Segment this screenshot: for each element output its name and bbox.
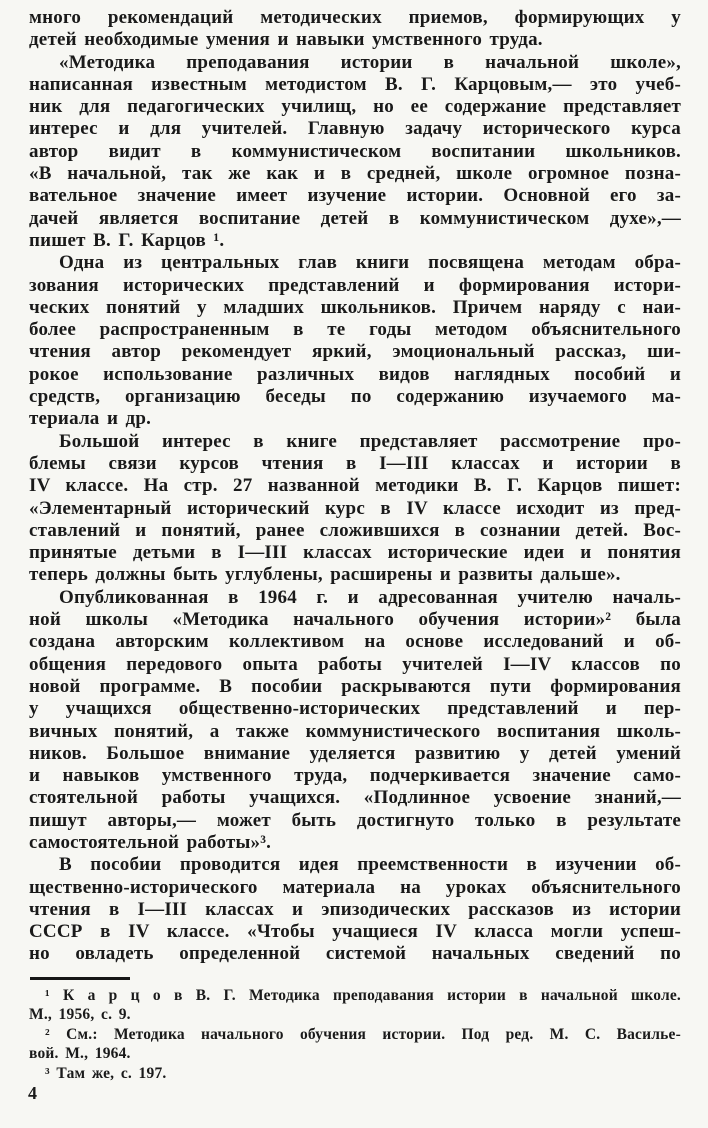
paragraph (29, 252, 681, 430)
text-line: у учащихся общественно-исторических представлений и пер- (29, 698, 681, 720)
text-line: ² См.: Методика начального обучения истории. Под ред. М. С. Василье- (45, 1025, 681, 1043)
text-line: Большой интерес в книге представляет рассмотрение про- (59, 430, 681, 452)
text-line: ник для педагогических училищ, но ее содержание представляет (29, 96, 681, 118)
text-line: вичных понятий, а также коммунистического воспитания школь- (29, 720, 681, 742)
text-line: ческих понятий у младших школьников. Причем наряду с наи- (29, 296, 681, 318)
text-line: «Методика преподавания истории в начальной школе», (59, 51, 681, 73)
text-line: СССР в IV классе. «Чтобы учащиеся IV класса могли успеш- (29, 921, 681, 943)
footnote-separator (30, 977, 130, 980)
text-line: вой. М., 1964. (29, 1045, 131, 1063)
text-line: чтения автор рекомендует яркий, эмоциональный рассказ, ши- (29, 341, 681, 363)
text-line: ников. Большое внимание уделяется развитию у детей умений (29, 742, 681, 764)
text-line: средств, организацию беседы по содержанию изучаемого ма- (29, 386, 681, 408)
text-line: детей необходимые умения и навыки умственного труда. (29, 29, 543, 51)
text-line: «Элементарный исторический курс в IV классе исходит из пред- (29, 497, 681, 519)
footnote (29, 1064, 681, 1084)
footnotes (29, 986, 681, 1084)
text-line: самостоятельной работы»³. (29, 831, 272, 853)
text-line: Опубликованная в 1964 г. и адресованная учителю началь- (59, 586, 681, 608)
text-line: стоятельной работы учащихся. «Подлинное усвоение знаний,— (29, 787, 681, 809)
body-text (29, 7, 681, 1083)
text-line: ¹ К а р ц о в В. Г. Методика преподавания истории в начальной школе. (45, 986, 681, 1004)
text-line: вательное значение имеет изучение истории. Основной его за- (29, 185, 681, 207)
text-line: блемы связи курсов чтения в I—III классах и истории в (29, 452, 681, 474)
text-line: принятые детьми в I—III классах исторические идеи и понятия (29, 542, 681, 564)
text-line: дачей является воспитание детей в коммунистическом духе»,— (29, 207, 681, 229)
page-number: 4 (28, 1083, 37, 1103)
text-line: пишет В. Г. Карцов ¹. (29, 229, 225, 251)
text-line: «В начальной, так же как и в средней, школе огромное позна- (29, 163, 681, 185)
text-line: интерес и для учителей. Главную задачу исторического курса (29, 118, 681, 140)
text-line: М., 1956, с. 9. (29, 1006, 131, 1024)
paragraph (29, 431, 681, 587)
paragraphs-container (29, 7, 681, 966)
text-line: и навыков умственного труда, подчеркивается значение само- (29, 765, 681, 787)
text-line: ³ Там же, с. 197. (45, 1064, 167, 1082)
text-line: ставлений и понятий, ранее сложившихся в сознании детей. Вос- (29, 519, 681, 541)
footnote (29, 1025, 681, 1064)
text-line: чтения в I—III классах и эпизодических рассказов из истории (29, 898, 681, 920)
text-line: IV классе. На стр. 27 названной методики В. Г. Карцов пишет: (29, 475, 681, 497)
text-line: новой программе. В пособии раскрываются пути формирования (29, 675, 681, 697)
text-line: написанная известным методистом В. Г. Карцовым,— это учеб- (29, 73, 681, 95)
text-line: общения передового опыта работы учителей I—IV классов по (29, 653, 681, 675)
text-line: В пособии проводится идея преемственности в изучении об- (59, 854, 681, 876)
text-line: Одна из центральных глав книги посвящена методам обра- (59, 252, 681, 274)
paragraph (29, 587, 681, 855)
paragraph (29, 854, 681, 965)
text-line: теперь должны быть углублены, расширены и развиты дальше». (29, 564, 621, 586)
text-line: автор видит в коммунистическом воспитании школьников. (29, 140, 681, 162)
paragraph (29, 52, 681, 253)
text-line: щественно-исторического материала на уроках объяснительного (29, 876, 681, 898)
footnote (29, 986, 681, 1025)
text-line: но овладеть определенной системой начальных сведений по (29, 943, 681, 965)
text-line: более распространенным в те годы методом объяснительного (29, 319, 681, 341)
text-line: териала и др. (29, 408, 152, 430)
text-line: создана авторским коллективом на основе исследований и об- (29, 631, 681, 653)
text-line: много рекомендаций методических приемов, формирующих у (29, 7, 681, 28)
text-line: зования исторических представлений и формирования истори- (29, 274, 681, 296)
text-line: рокое использование различных видов наглядных пособий и (29, 363, 681, 385)
text-line: пишут авторы,— может быть достигнуто только в результате (29, 809, 681, 831)
paragraph (29, 7, 681, 52)
text-line: ной школы «Методика начального обучения истории»² была (29, 609, 681, 631)
